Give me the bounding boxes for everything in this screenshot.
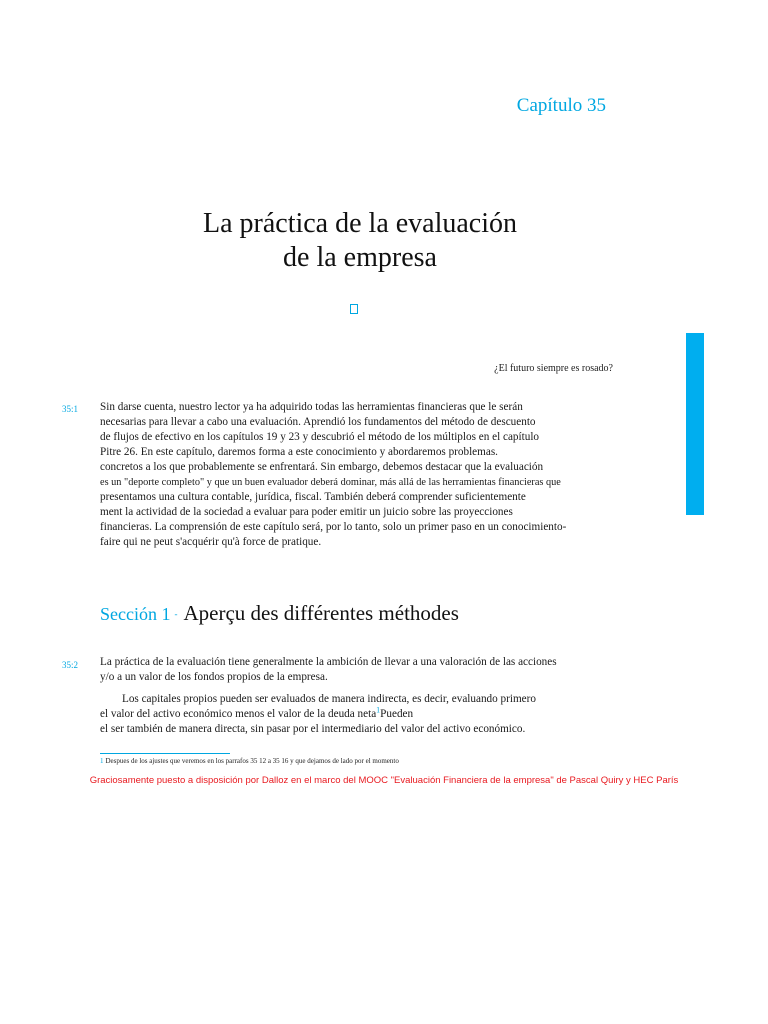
side-tab-bar <box>686 333 704 515</box>
page-title-line-1: La práctica de la evaluación <box>202 208 518 239</box>
footnote-reference[interactable]: 1 <box>376 705 381 715</box>
paragraph-line: el ser también de manera directa, sin pasar por el intermediario del valor del activo económico. <box>100 723 526 735</box>
page-title <box>120 207 600 275</box>
section-title: Aperçu des différentes méthodes <box>183 601 459 625</box>
paragraph-capitales <box>100 692 630 737</box>
paragraph-line: Los capitales propios pueden ser evaluados de manera indirecta, es decir, evaluando primero <box>122 693 536 705</box>
section-heading <box>100 600 459 627</box>
footnote-text: Despues de los ajustes que veremos en los parrafos 35 12 a 35 16 y que dejamos de lado por el momento <box>105 757 399 765</box>
paragraph-line: necesarias para llevar a cabo una evaluación. Aprendió los fundamentos del método de descuento <box>100 416 536 428</box>
paragraph-line-text: el valor del activo económico menos el valor de la deuda neta <box>100 708 377 720</box>
epigraph: ¿El futuro siempre es rosado? <box>494 363 613 374</box>
paragraph-line: presentamos una cultura contable, jurídica, fiscal. También deberá comprender suficientemente <box>100 491 526 503</box>
chapter-heading: Capítulo 35 <box>516 95 606 116</box>
paragraph-line <box>100 707 630 722</box>
paragraph-line: es un "deporte completo" y que un buen evaluador deberá dominar, más allá de las herramientas financieras que <box>100 477 561 488</box>
section-marker: - <box>174 609 178 620</box>
paragraph-35-1 <box>100 400 630 550</box>
paragraph-line: Pitre 26. En este capítulo, daremos forma a este conocimiento y abordaremos problemas. <box>100 446 498 458</box>
paragraph-number: 35:2 <box>62 660 79 670</box>
paragraph-line: La práctica de la evaluación tiene generalmente la ambición de llevar a una valoración de las acciones <box>100 656 557 668</box>
paragraph-line: de flujos de efectivo en los capítulos 19 y 23 y descubrió el método de los múltiplos en el capítulo <box>100 431 540 443</box>
ornament-icon <box>350 304 358 314</box>
paragraph-line: y/o a un valor de los fondos propios de la empresa. <box>100 671 328 683</box>
section-label: Sección 1 <box>100 604 171 624</box>
footnote-divider <box>100 753 230 754</box>
paragraph-line: financieras. La comprensión de este capítulo será, por lo tanto, solo un primer paso en un conocimiento- <box>100 521 567 533</box>
footnote <box>100 757 399 765</box>
credit-line: Graciosamente puesto a disposición por Dalloz en el marco del MOOC "Evaluación Financiera de la empresa" de Pascal Quiry y HEC París <box>89 775 679 786</box>
page-title-line-2: de la empresa <box>283 242 437 273</box>
paragraph-line: faire qui ne peut s'acquérir qu'à force de pratique. <box>100 536 322 548</box>
paragraph-number: 35:1 <box>62 404 79 414</box>
paragraph-line-text: Pueden <box>380 708 414 720</box>
footnote-number: 1 <box>100 757 104 765</box>
paragraph-line: Sin darse cuenta, nuestro lector ya ha adquirido todas las herramientas financieras que le serán <box>100 401 523 413</box>
paragraph-line: concretos a los que probablemente se enfrentará. Sin embargo, debemos destacar que la evaluación <box>100 461 544 473</box>
paragraph-35-2 <box>100 655 630 685</box>
paragraph-line: ment la actividad de la sociedad a evaluar para poder emitir un juicio sobre las proyecciones <box>100 506 513 518</box>
